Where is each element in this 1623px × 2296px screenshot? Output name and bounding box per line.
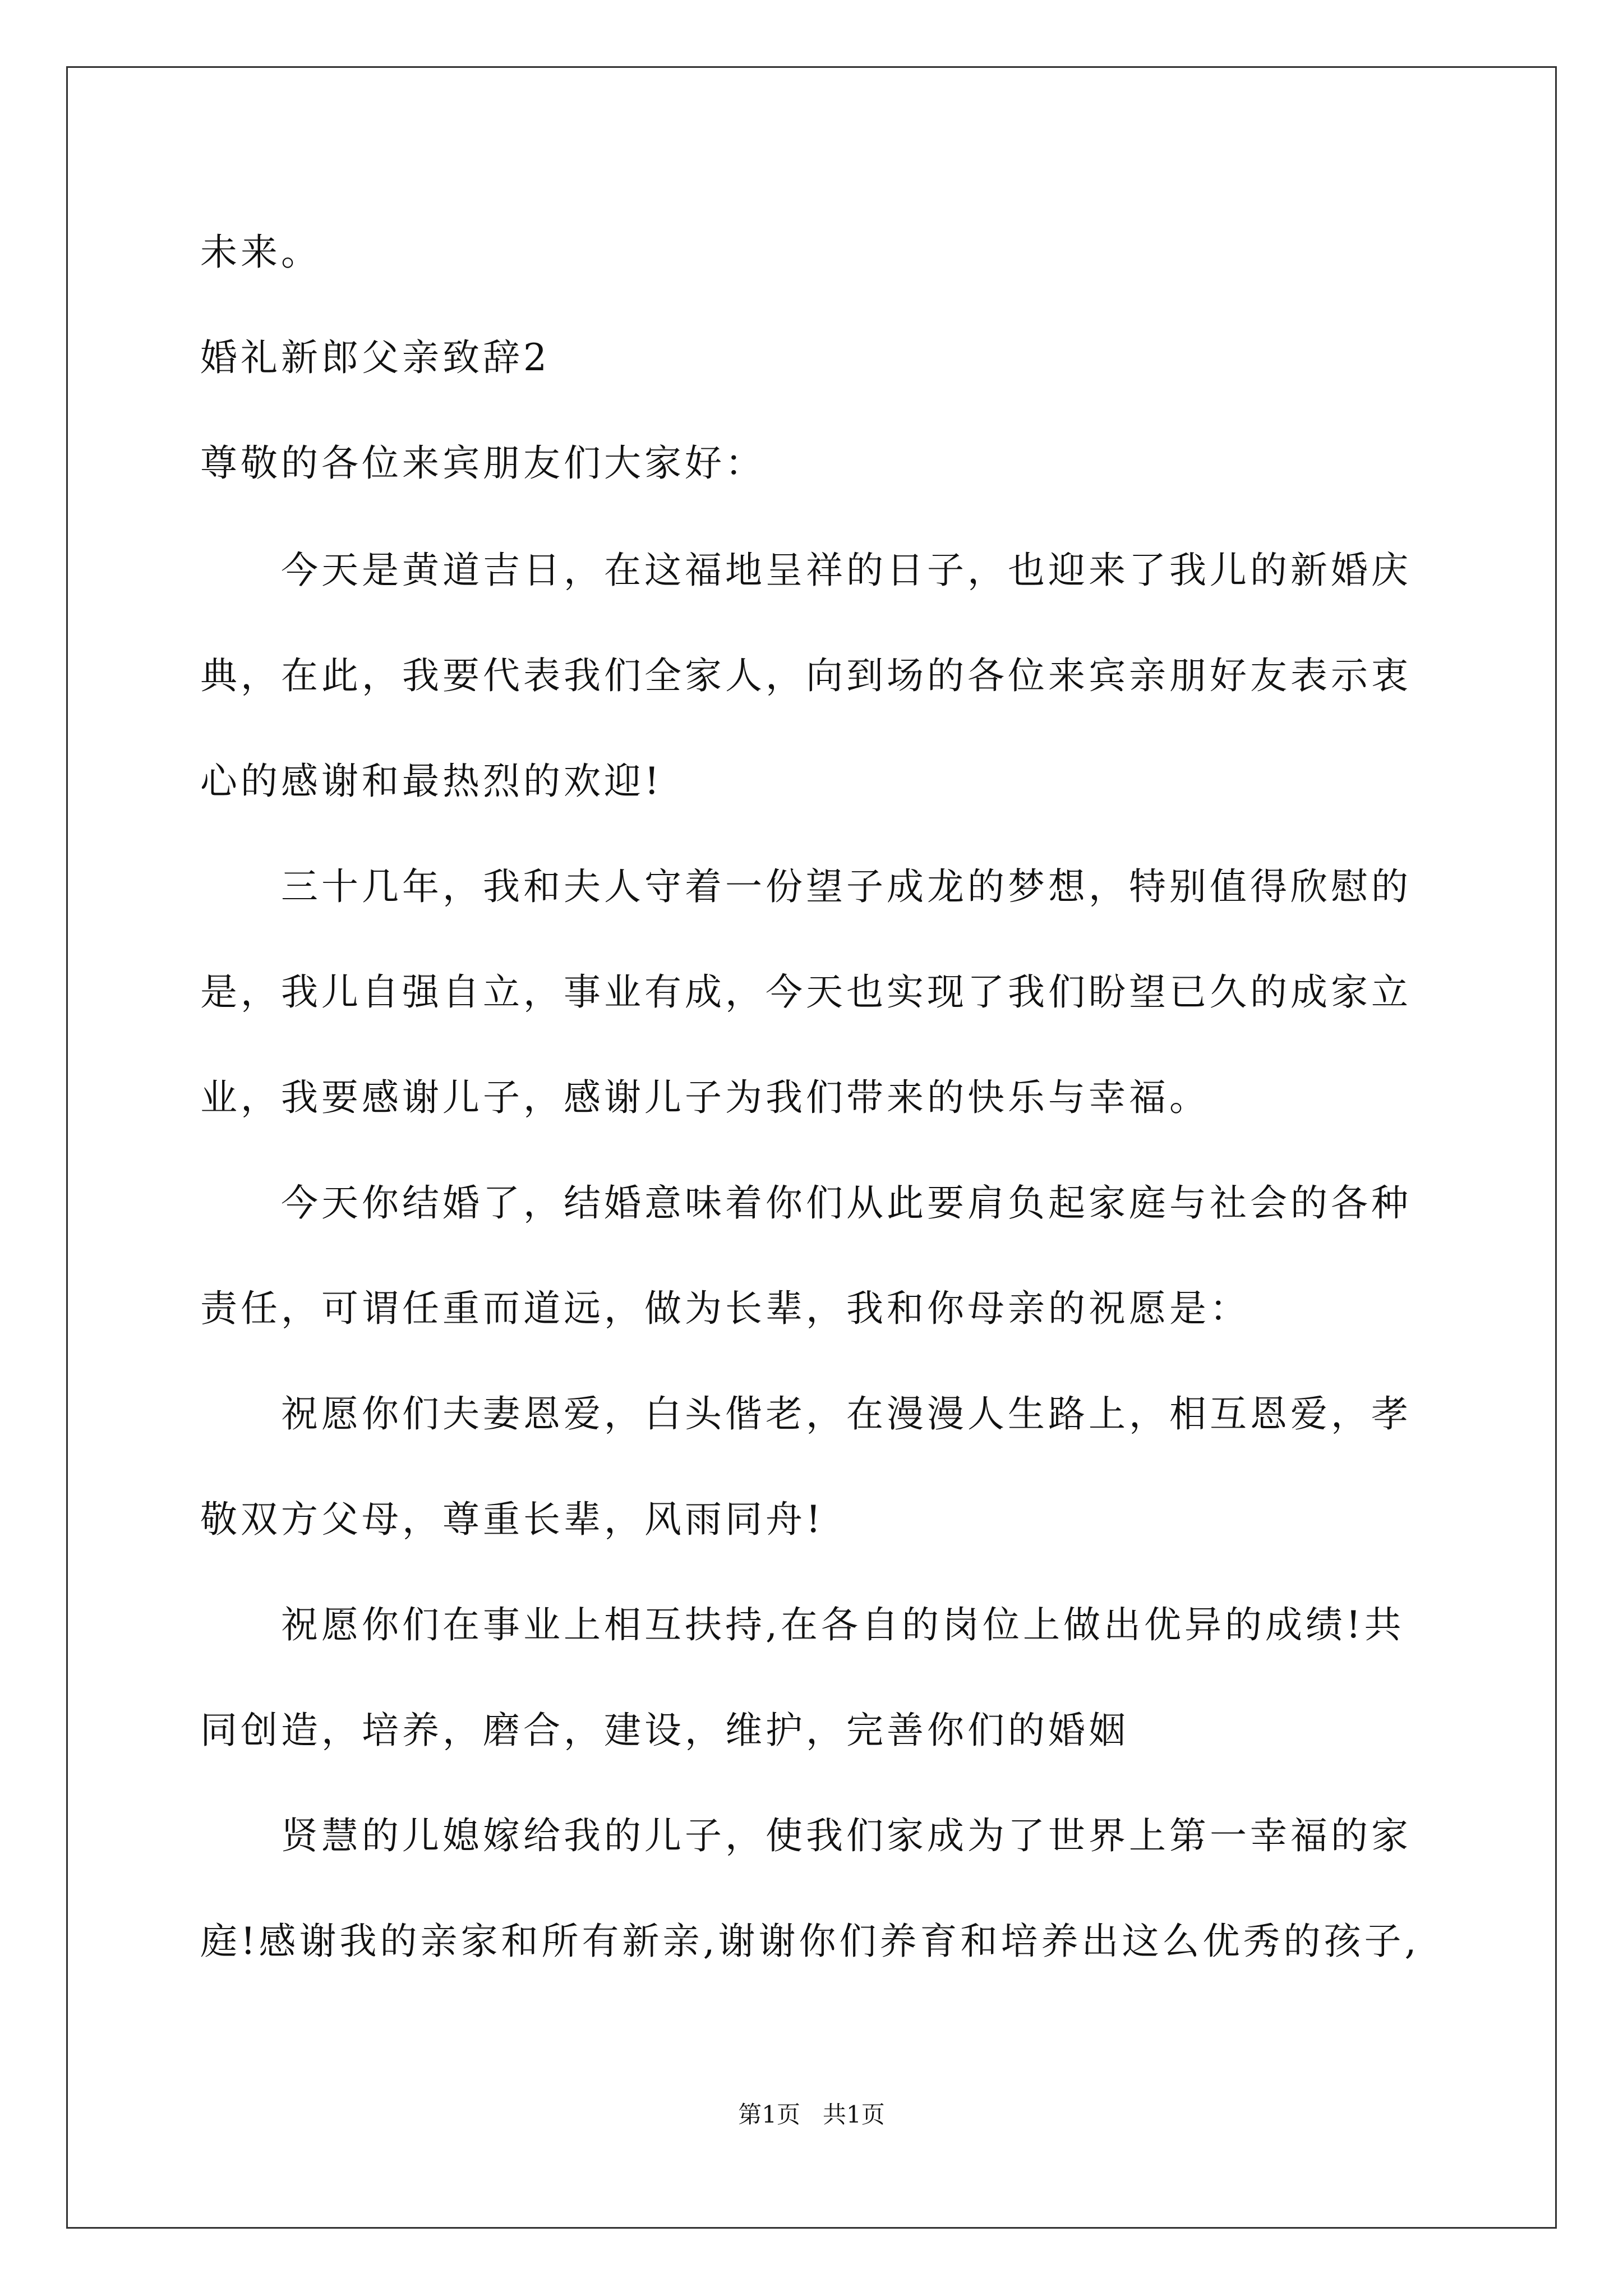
continuation-text: 未来。 — [200, 231, 321, 274]
section-heading: 婚礼新郎父亲致辞2 — [200, 336, 550, 379]
paragraph-2-line-1: 三十几年，我和夫人守着一份望子成龙的梦想，特别值得欣慰的 — [281, 865, 1412, 908]
paragraph-5-line-1: 祝愿你们在事业上相互扶持,在各自的岗位上做出优异的成绩!共 — [281, 1603, 1405, 1646]
paragraph-2-line-3: 业，我要感谢儿子，感谢儿子为我们带来的快乐与幸福。 — [200, 1076, 1210, 1119]
page-border — [66, 66, 1557, 2229]
paragraph-3-line-1: 今天你结婚了，结婚意味着你们从此要肩负起家庭与社会的各种 — [281, 1181, 1412, 1225]
paragraph-6-line-1: 贤慧的儿媳嫁给我的儿子，使我们家成为了世界上第一幸福的家 — [281, 1814, 1412, 1857]
paragraph-5-line-2: 同创造，培养，磨合，建设，维护，完善你们的婚姻 — [200, 1709, 1129, 1752]
paragraph-4-line-2: 敬双方父母，尊重长辈，风雨同舟! — [200, 1498, 824, 1541]
paragraph-3-line-2: 责任，可谓任重而道远，做为长辈，我和你母亲的祝愿是： — [200, 1287, 1250, 1330]
paragraph-2-line-2: 是，我儿自强自立，事业有成，今天也实现了我们盼望已久的成家立 — [200, 970, 1412, 1014]
page-footer: 第1页 共1页 — [738, 2101, 885, 2128]
paragraph-1-line-2: 典，在此，我要代表我们全家人，向到场的各位来宾亲朋好友表示衷 — [200, 654, 1412, 697]
paragraph-1-line-3: 心的感谢和最热烈的欢迎! — [200, 760, 663, 803]
paragraph-6-line-2: 庭!感谢我的亲家和所有新亲,谢谢你们养育和培养出这么优秀的孩子, — [200, 1920, 1420, 1963]
salutation: 尊敬的各位来宾朋友们大家好： — [200, 441, 766, 485]
paragraph-4-line-1: 祝愿你们夫妻恩爱，白头偕老，在漫漫人生路上，相互恩爱，孝 — [281, 1392, 1412, 1435]
paragraph-1-line-1: 今天是黄道吉日，在这福地呈祥的日子，也迎来了我儿的新婚庆 — [281, 549, 1412, 592]
